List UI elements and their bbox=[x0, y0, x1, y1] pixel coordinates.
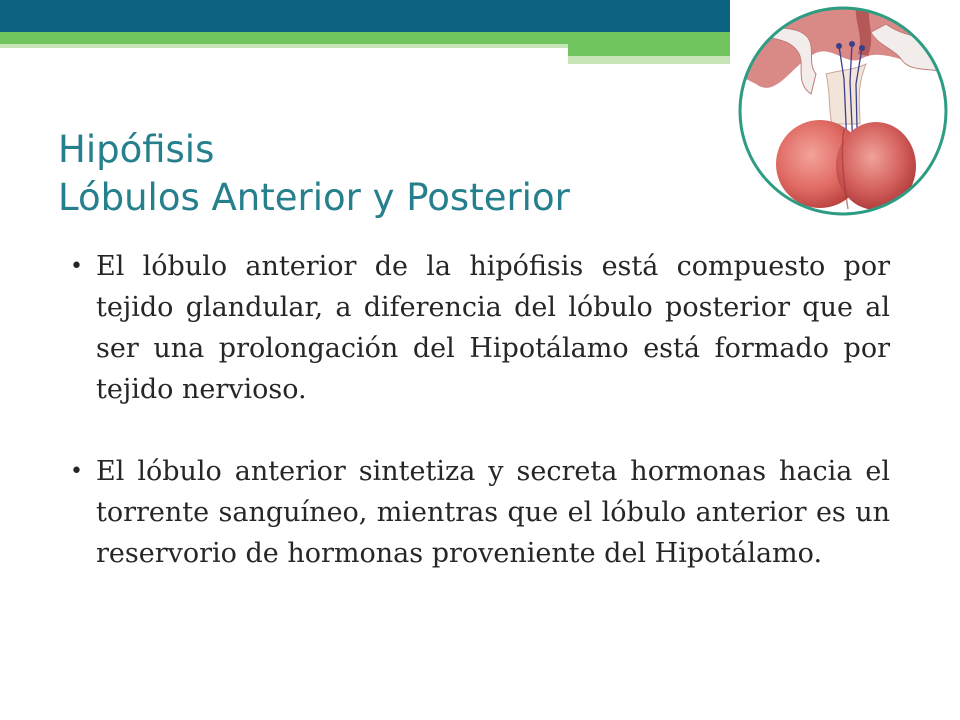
header-bar-green bbox=[0, 32, 730, 44]
bullet-marker: • bbox=[70, 459, 83, 484]
title-line-2: Lóbulos Anterior y Posterior bbox=[58, 176, 570, 219]
header-bar-green-accent bbox=[568, 44, 730, 56]
bullet-text: El lóbulo anterior sintetiza y secreta hormonas hacia el torrente sanguíneo, mientras que el lóbulo anterior es un reservorio de hormonas proveniente del Hipotálamo. bbox=[96, 456, 890, 569]
header-bar-dark bbox=[0, 0, 730, 32]
bullet-item bbox=[70, 451, 890, 574]
title-line-1: Hipófisis bbox=[58, 128, 215, 171]
slide-title bbox=[58, 126, 570, 222]
pituitary-gland-illustration bbox=[736, 4, 950, 218]
bullet-marker: • bbox=[70, 254, 83, 279]
bullet-item bbox=[70, 246, 890, 410]
bullet-text: El lóbulo anterior de la hipófisis está compuesto por tejido glandular, a diferencia del lóbulo posterior que al ser una prolongación del Hipotálamo está formado por tejido nervioso. bbox=[96, 251, 890, 405]
bullet-list bbox=[70, 246, 890, 574]
header-bar-light-accent bbox=[568, 56, 730, 64]
